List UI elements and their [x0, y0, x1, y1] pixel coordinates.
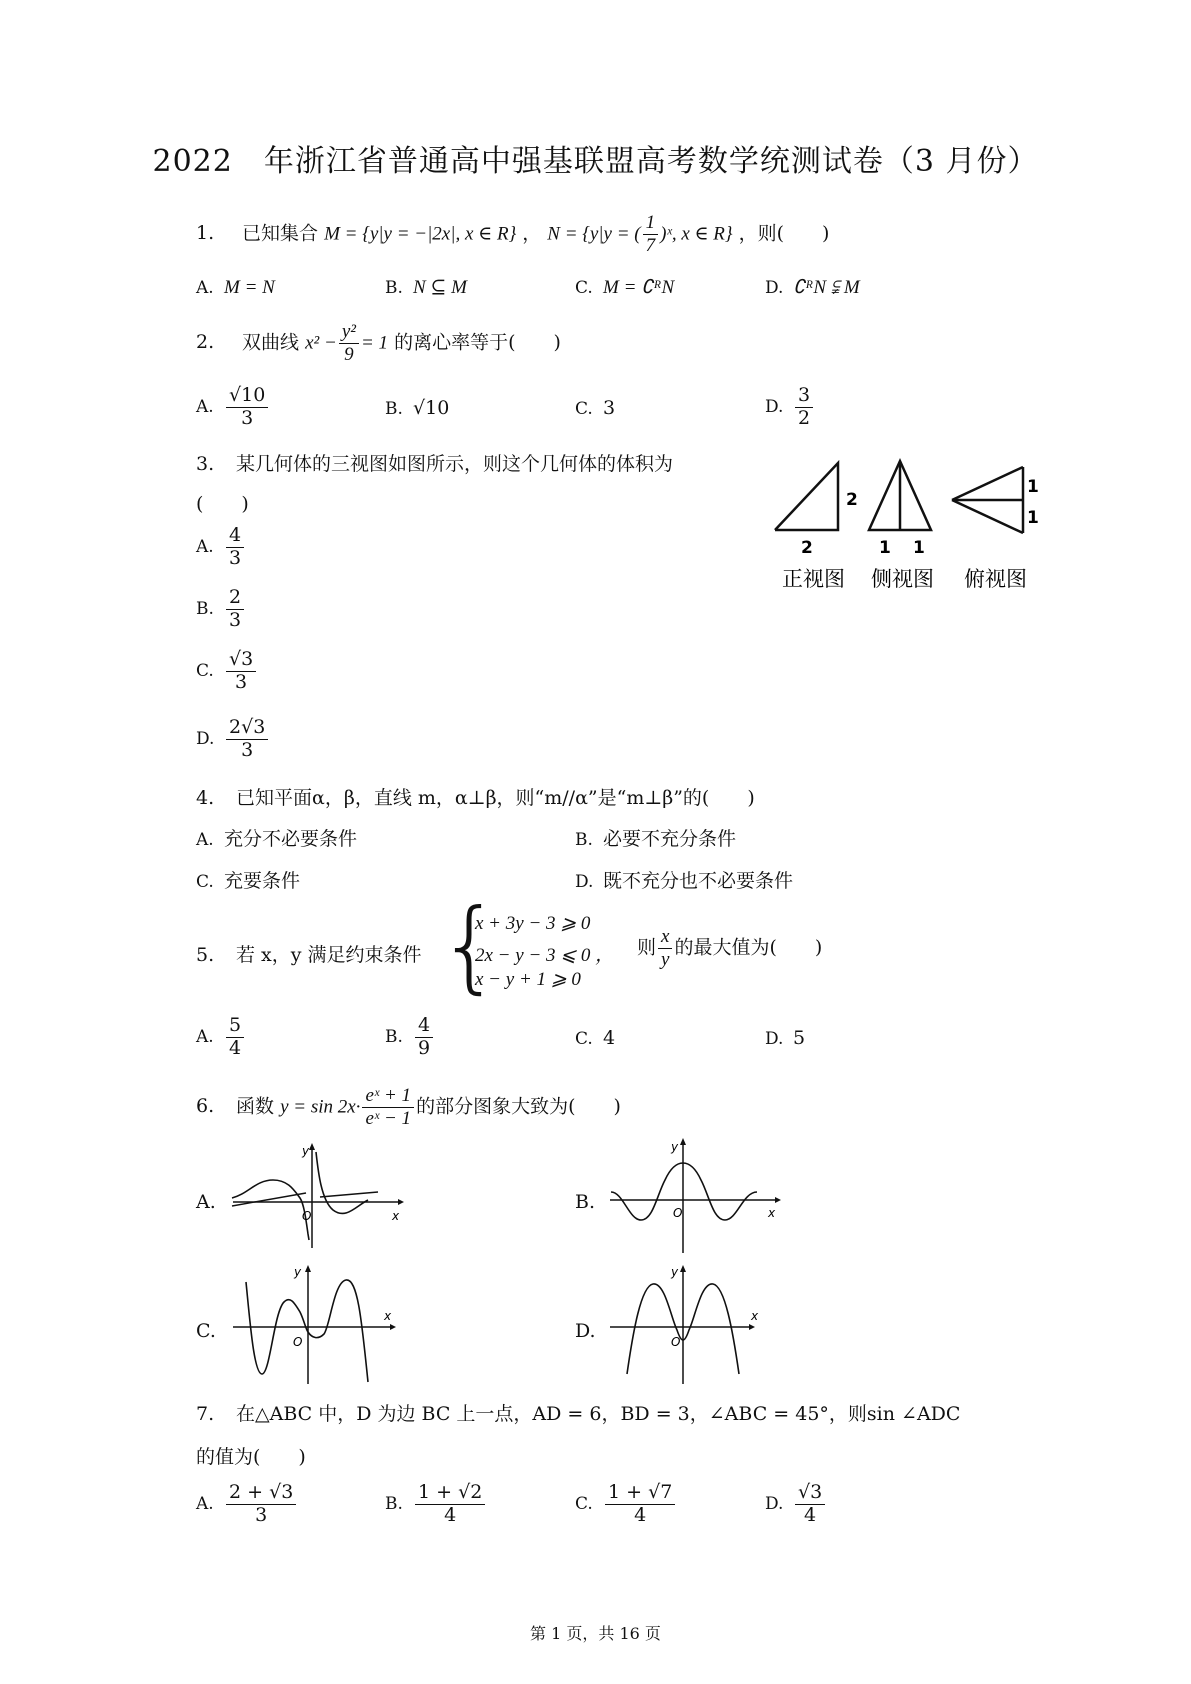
option-a: [196, 276, 275, 299]
denominator: 4: [229, 1036, 242, 1059]
separator: ，: [522, 222, 542, 245]
question-2: [196, 321, 561, 366]
option-letter: A.: [196, 1027, 214, 1048]
option-letter: A.: [196, 1494, 214, 1515]
system-brace: {: [438, 887, 502, 1004]
option-d-label: D.: [575, 1320, 596, 1342]
top-lower-label: 1: [1027, 508, 1039, 528]
option-letter: D.: [765, 278, 784, 298]
question-number: 7.: [196, 1403, 215, 1425]
option-letter: C.: [575, 1029, 593, 1049]
question-4: [196, 783, 755, 810]
denominator: 3: [241, 738, 254, 761]
set-n-suffix: )ˣ, x ∈ R}: [660, 223, 733, 245]
y-axis-arrow-icon: [680, 1138, 686, 1145]
option-letter: C.: [196, 661, 214, 682]
denominator: 2: [798, 406, 811, 429]
numerator: 4: [226, 525, 244, 548]
numerator: 3: [795, 385, 813, 408]
option-c: [575, 276, 674, 299]
option-letter: D.: [765, 1494, 784, 1515]
option-d: [575, 866, 793, 893]
set-n-prefix: N = {y|y = (: [547, 223, 641, 245]
top-upper-label: 1: [1027, 477, 1039, 497]
option-content: 充要条件: [224, 870, 301, 892]
option-content: M = N: [224, 277, 275, 298]
question-text: 在△ABC 中，D 为边 BC 上一点，AD = 6，BD = 3，∠ABC = 45°，则sin ∠ADC: [236, 1403, 961, 1425]
question-text: 某几何体的三视图如图所示，则这个几何体的体积为: [236, 453, 674, 475]
side-view-label: 侧视图: [871, 567, 934, 591]
three-view-diagram: [768, 455, 1040, 595]
front-view: [775, 463, 858, 591]
option-a: [196, 385, 270, 430]
option-b: [196, 587, 246, 632]
numerator: 1 + √2: [415, 1482, 485, 1505]
x-axis-arrow-icon: [390, 1324, 396, 1330]
y-axis-label: y: [302, 1144, 310, 1158]
side-right-label: 1: [913, 538, 925, 558]
question-text: 若 x，y 满足约束条件: [236, 944, 422, 966]
option-letter: B.: [575, 830, 593, 850]
y-axis-arrow-icon: [305, 1265, 311, 1272]
fraction: [605, 1482, 675, 1527]
option-b: [385, 276, 467, 299]
question-text: 函数: [236, 1095, 275, 1118]
option-content: √10: [413, 397, 450, 419]
option-c-label: C.: [196, 1320, 216, 1342]
question-number: 4.: [196, 787, 215, 809]
top-view-edge: [952, 467, 1023, 500]
question-number: 6.: [196, 1095, 215, 1118]
denominator: eˣ − 1: [365, 1107, 412, 1129]
question-tail: 的最大值为( ): [674, 936, 823, 959]
option-d: [196, 717, 270, 762]
question-5-tail: [637, 926, 822, 971]
denominator: 9: [418, 1036, 431, 1059]
x-axis-label: x: [751, 1309, 759, 1323]
equation-part: = 1: [360, 332, 389, 354]
top-view-label: 俯视图: [964, 567, 1027, 591]
asymptote-line: [320, 1192, 378, 1197]
option-letter: C.: [575, 278, 593, 298]
numerator: eˣ + 1: [362, 1085, 414, 1108]
set-m-definition: M = {y|y = −|2x|, x ∈ R}: [324, 223, 517, 245]
option-letter: A.: [196, 397, 214, 418]
question-number: 2.: [196, 331, 215, 354]
fraction: [226, 1482, 296, 1527]
option-letter: A.: [196, 278, 214, 298]
fraction: [643, 212, 659, 257]
option-letter: A.: [196, 830, 214, 850]
denominator: 3: [241, 406, 254, 429]
front-base-label: 2: [801, 538, 813, 558]
numerator: √10: [226, 385, 268, 408]
numerator: 2 + √3: [226, 1482, 296, 1505]
x-axis-arrow-icon: [775, 1197, 781, 1203]
denominator: 4: [634, 1503, 647, 1526]
numerator: √3: [226, 649, 256, 672]
option-c: [575, 397, 615, 419]
y-axis-arrow-icon: [309, 1143, 315, 1150]
denominator: 3: [229, 608, 242, 631]
fraction: [658, 926, 672, 971]
constraint-2: 2x − y − 3 ⩽ 0 ，: [475, 945, 615, 966]
numerator: 5: [226, 1015, 244, 1038]
option-content: 充分不必要条件: [224, 828, 358, 850]
function-part: y = sin 2x·: [280, 1096, 361, 1118]
option-content: N ⊆ M: [413, 277, 467, 298]
fraction: [226, 717, 268, 762]
question-paren: ( ): [196, 493, 249, 515]
top-view-edge: [952, 500, 1023, 533]
option-letter: A.: [196, 537, 214, 558]
option-b: [575, 824, 736, 851]
graph-option-d: [605, 1262, 785, 1387]
side-view: [869, 461, 934, 591]
fraction: [339, 321, 359, 366]
denominator: 9: [344, 343, 354, 365]
denominator: 7: [645, 234, 656, 256]
option-letter: B.: [385, 278, 403, 298]
question-7: [196, 1399, 960, 1426]
option-c: [196, 649, 258, 694]
question-number: 1.: [196, 222, 215, 245]
x-axis-label: x: [384, 1309, 392, 1323]
option-letter: D.: [196, 729, 215, 750]
fraction: [795, 1482, 825, 1527]
top-view: [952, 467, 1039, 591]
curve-right-branch: [316, 1152, 368, 1214]
option-c: [196, 866, 300, 893]
front-view-triangle: [775, 463, 838, 530]
constraint-3: x − y + 1 ⩾ 0: [475, 969, 581, 990]
fraction: [226, 385, 268, 430]
front-height-label: 2: [846, 490, 858, 510]
numerator: 1: [643, 212, 659, 235]
page-title: 2022 年浙江省普通高中强基联盟高考数学统测试卷（3 月份）: [152, 144, 1039, 179]
option-letter: C.: [575, 1494, 593, 1515]
option-b: [385, 397, 449, 419]
denominator: 4: [804, 1503, 817, 1526]
denominator: 3: [229, 546, 242, 569]
question-3: [196, 449, 673, 476]
option-c: [575, 1027, 615, 1049]
denominator: 4: [444, 1503, 457, 1526]
question-tail: 的离心率等于( ): [394, 331, 561, 354]
y-axis-label: y: [671, 1265, 679, 1279]
fraction: [415, 1482, 485, 1527]
fraction: [226, 649, 256, 694]
option-letter: C.: [196, 872, 214, 892]
fraction: [226, 1015, 244, 1060]
question-6: [196, 1085, 621, 1130]
graph-option-a: [228, 1140, 408, 1250]
origin-label: O: [293, 1335, 303, 1349]
option-letter: C.: [575, 399, 593, 419]
option-content: 必要不充分条件: [603, 828, 737, 850]
option-a-label: A.: [196, 1191, 216, 1213]
fraction: [415, 1015, 433, 1060]
question-7-line2: 的值为( ): [196, 1446, 306, 1468]
fraction: [795, 385, 813, 430]
x-axis-arrow-icon: [398, 1199, 404, 1205]
question-number: 3.: [196, 453, 215, 475]
fraction: [226, 525, 244, 570]
question-text: 双曲线: [242, 331, 300, 354]
front-view-label: 正视图: [782, 567, 845, 591]
numerator: 2√3: [226, 717, 268, 740]
option-b-label: B.: [575, 1191, 596, 1213]
option-a: [196, 824, 357, 851]
denominator: y: [661, 948, 670, 970]
option-a: [196, 525, 246, 570]
option-d: [765, 1027, 805, 1049]
option-d: [765, 1482, 827, 1527]
option-d: [765, 385, 815, 430]
page-footer: 第 1 页，共 16 页: [530, 1624, 661, 1643]
function-curve: [611, 1163, 757, 1220]
graph-option-c: [228, 1262, 408, 1387]
option-content: 5: [793, 1027, 806, 1049]
graph-option-b: [605, 1135, 785, 1255]
question-1: [196, 212, 829, 257]
question-number: 5.: [196, 944, 215, 966]
y-axis-label: y: [671, 1140, 679, 1154]
option-content: ∁ᴿN ⫋ M: [793, 277, 860, 298]
denominator: 3: [235, 670, 248, 693]
option-letter: B.: [385, 1027, 403, 1048]
numerator: 1 + √7: [605, 1482, 675, 1505]
origin-label: O: [302, 1209, 312, 1223]
question-text: 已知集合: [242, 222, 319, 245]
option-b: [385, 1015, 435, 1060]
constraint-1: x + 3y − 3 ⩾ 0: [475, 913, 591, 934]
function-curve: [246, 1280, 368, 1382]
y-axis-label: y: [294, 1265, 302, 1279]
origin-label: O: [673, 1206, 683, 1220]
denominator: 3: [255, 1503, 268, 1526]
x-axis-label: x: [392, 1209, 400, 1223]
option-letter: D.: [765, 1029, 784, 1049]
question-text: 已知平面α，β，直线 m，α⊥β，则“m//α”是“m⊥β”的( ): [236, 787, 755, 809]
option-letter: B.: [196, 599, 214, 620]
option-content: M = ∁ᴿN: [603, 277, 675, 298]
question-text: 则: [637, 936, 657, 959]
option-content: 既不充分也不必要条件: [603, 870, 794, 892]
fraction: [226, 587, 244, 632]
y-axis-arrow-icon: [680, 1265, 686, 1272]
numerator: √3: [795, 1482, 825, 1505]
x-axis-label: x: [768, 1206, 776, 1220]
question-5: [196, 940, 422, 967]
question-tail: 的部分图象大致为( ): [416, 1095, 621, 1118]
numerator: 4: [415, 1015, 433, 1038]
option-a: [196, 1482, 298, 1527]
option-letter: B.: [385, 1494, 403, 1515]
fraction: [362, 1085, 414, 1130]
curve-left-branch: [232, 1180, 312, 1240]
option-d: [765, 276, 860, 299]
numerator: y²: [339, 321, 359, 344]
side-left-label: 1: [879, 538, 891, 558]
equation-part: x² −: [305, 332, 337, 354]
origin-label: O: [671, 1335, 681, 1349]
option-b: [385, 1482, 487, 1527]
option-c: [575, 1482, 677, 1527]
option-letter: B.: [385, 399, 403, 419]
option-letter: D.: [575, 872, 594, 892]
x-axis-arrow-icon: [749, 1324, 755, 1330]
asymptote-line: [232, 1193, 306, 1206]
option-content: 4: [603, 1027, 616, 1049]
numerator: x: [658, 926, 672, 949]
option-a: [196, 1015, 246, 1060]
numerator: 2: [226, 587, 244, 610]
option-letter: D.: [765, 397, 784, 418]
option-content: 3: [603, 397, 616, 419]
question-tail: ，则( ): [738, 222, 830, 245]
